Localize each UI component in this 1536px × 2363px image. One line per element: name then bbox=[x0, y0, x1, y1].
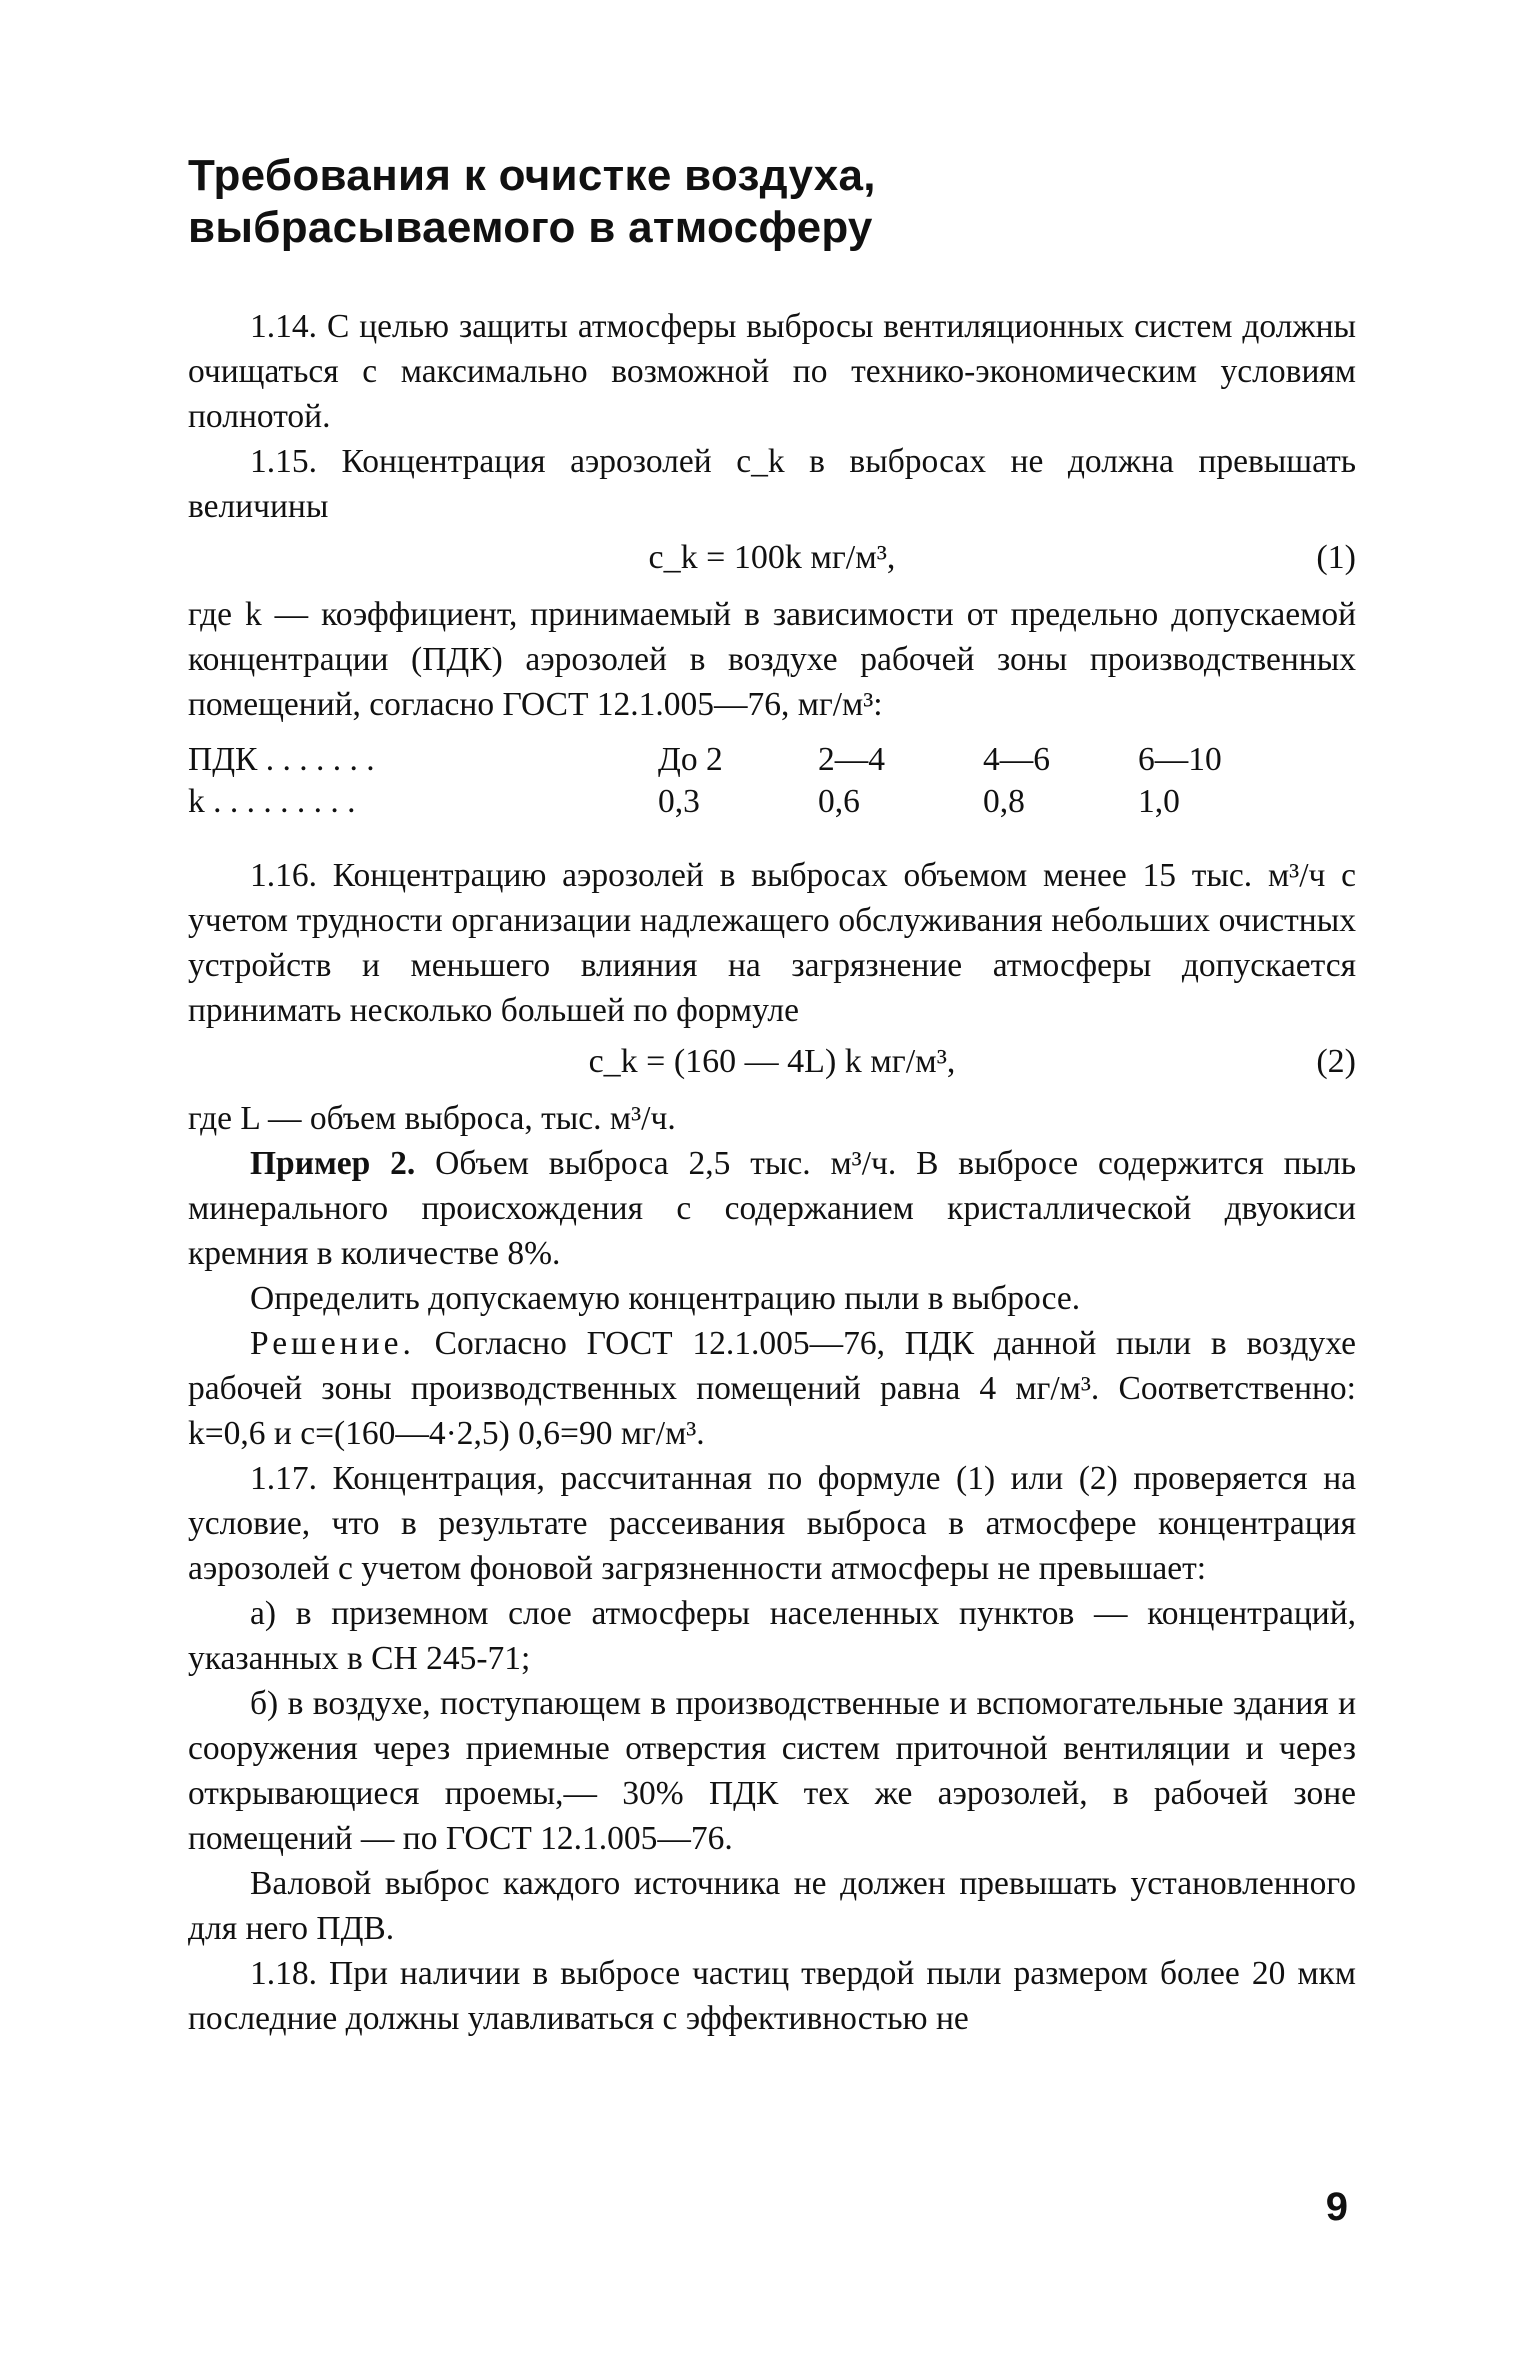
paragraph-1-17 bbox=[188, 1456, 1356, 1591]
example-task: Определить допускаемую концентрацию пыли в выбросе. bbox=[250, 1280, 1081, 1317]
solution bbox=[188, 1321, 1356, 1456]
example-label: Пример 2. bbox=[250, 1145, 416, 1182]
section-title-line-1: Требования к очистке воздуха, bbox=[188, 151, 876, 200]
clause-text: Концентрация аэрозолей c_k в выбросах не должна превышать величины bbox=[188, 443, 1356, 525]
page-number: 9 bbox=[1325, 2185, 1348, 2229]
formula-expression: c_k = (160 — 4L) k мг/м³, bbox=[588, 1043, 956, 1080]
table-cell: До 2 bbox=[658, 741, 723, 778]
paragraph-1-17-note: Валовой выброс каждого источника не должен превышать установленного для него ПДВ. bbox=[188, 1865, 1356, 1947]
formula-2 bbox=[188, 1038, 1356, 1086]
document-page bbox=[188, 150, 1356, 2041]
formula-2-explanation: где L — объем выброса, тыс. м³/ч. bbox=[188, 1100, 676, 1137]
example-text: Объем выброса 2,5 тыс. м³/ч. В выбросе содержится пыль минерального происхождения с содержанием кристаллической двуокиси кремния в количестве 8%. bbox=[188, 1145, 1357, 1272]
clause-text: Концентрацию аэрозолей в выбросах объемом менее 15 тыс. м³/ч с учетом трудности организации надлежащего обслуживания небольших очистных устройств и меньшего влияния на загрязнение атмосферы допускается принимать несколько большей по формуле bbox=[188, 857, 1356, 1029]
table-cell: 0,8 bbox=[983, 783, 1025, 820]
table-cell: 2—4 bbox=[818, 741, 885, 778]
formula-1-explanation: где k — коэффициент, принимаемый в зависимости от предельно допускаемой концентрации (ПДК) аэрозолей в воздухе рабочей зоны производственных помещений, согласно ГОСТ 12.1.005—76, мг/м³: bbox=[188, 596, 1356, 723]
clause-text: С целью защиты атмосферы выбросы вентиляционных систем должны очищаться с максимально возможной по технико-экономическим условиям полнотой. bbox=[188, 308, 1357, 435]
formula-number: (2) bbox=[1316, 1043, 1356, 1080]
table-cell: ПДК . . . . . . . bbox=[188, 741, 375, 778]
table-cell: 0,3 bbox=[658, 783, 700, 820]
clause-number: 1.18. bbox=[250, 1955, 317, 1992]
clause-number: 1.17. bbox=[250, 1460, 317, 1497]
clause-text: При наличии в выбросе частиц твердой пыли размером более 20 мкм последние должны улавливаться с эффективностью не bbox=[188, 1955, 1357, 2037]
formula-1 bbox=[188, 534, 1356, 582]
clause-text: Концентрация, рассчитанная по формуле (1) или (2) проверяется на условие, что в результате рассеивания выброса в атмосфере концентрация аэрозолей с учетом фоновой загрязненности атмосферы не превышает: bbox=[188, 1460, 1356, 1587]
table-cell: k . . . . . . . . . bbox=[188, 783, 356, 820]
clause-number: 1.14. bbox=[250, 308, 317, 345]
section-title-line-2: выбрасываемого в атмосферу bbox=[188, 203, 873, 252]
table-cell: 1,0 bbox=[1138, 783, 1180, 820]
solution-text: Согласно ГОСТ 12.1.005—76, ПДК данной пыли в воздухе рабочей зоны производственных помещений равна 4 мг/м³. Соответственно: k=0,6 и c=(160—4·2,5) 0,6=90 мг/м³. bbox=[188, 1325, 1356, 1452]
clause-number: 1.16. bbox=[250, 857, 317, 894]
paragraph-1-17-item-b: б) в воздухе, поступающем в производственные и вспомогательные здания и сооружения через приемные отверстия систем приточной вентиляции и через открывающиеся проемы,— 30% ПДК тех же аэрозолей, в рабочей зоне помещений — по ГОСТ 12.1.005—76. bbox=[188, 1685, 1356, 1857]
solution-label: Решение. bbox=[250, 1325, 415, 1362]
formula-expression: c_k = 100k мг/м³, bbox=[648, 539, 896, 576]
formula-number: (1) bbox=[1316, 539, 1356, 576]
paragraph-1-18 bbox=[188, 1951, 1356, 2041]
paragraph-1-17-item-a: а) в приземном слое атмосферы населенных пунктов — концентраций, указанных в СН 245-71; bbox=[188, 1595, 1356, 1677]
table-cell: 6—10 bbox=[1138, 741, 1222, 778]
paragraph-1-14 bbox=[188, 304, 1356, 439]
example-2 bbox=[188, 1141, 1356, 1276]
section-title bbox=[188, 150, 1356, 254]
paragraph-1-15 bbox=[188, 439, 1356, 529]
clause-number: 1.15. bbox=[250, 443, 317, 480]
paragraph-1-16 bbox=[188, 853, 1356, 1033]
table-cell: 0,6 bbox=[818, 783, 860, 820]
pdk-coefficient-table bbox=[188, 739, 1356, 823]
table-cell: 4—6 bbox=[983, 741, 1050, 778]
